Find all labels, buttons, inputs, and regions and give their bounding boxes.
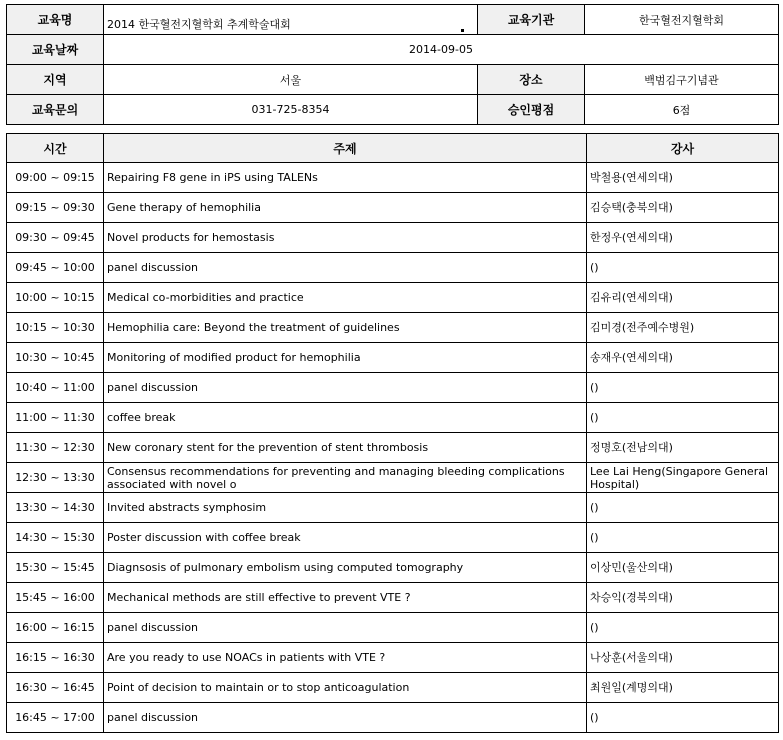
schedule-speaker-cell: () [587, 253, 779, 283]
schedule-speaker-cell: () [587, 373, 779, 403]
schedule-topic-cell: Mechanical methods are still effective to prevent VTE ? [104, 583, 587, 613]
schedule-time-cell: 12:30 ~ 13:30 [7, 463, 104, 493]
schedule-topic-cell: Invited abstracts symphosim [104, 493, 587, 523]
schedule-time-cell: 09:00 ~ 09:15 [7, 163, 104, 193]
schedule-topic-cell: Poster discussion with coffee break [104, 523, 587, 553]
info-row-contact [7, 95, 779, 125]
schedule-speaker-cell: 정명호(전남의대) [587, 433, 779, 463]
header-topic: 주제 [104, 134, 587, 163]
schedule-topic-cell: Medical co-morbidities and practice [104, 283, 587, 313]
schedule-topic-cell: Point of decision to maintain or to stop anticoagulation [104, 673, 587, 703]
schedule-speaker-cell: 한정우(연세의대) [587, 223, 779, 253]
label-institution: 교육기관 [478, 5, 585, 35]
header-time: 시간 [7, 134, 104, 163]
value-contact: 031-725-8354 [104, 95, 478, 125]
table-row [7, 403, 779, 433]
table-row [7, 493, 779, 523]
table-row [7, 673, 779, 703]
schedule-time-cell: 09:30 ~ 09:45 [7, 223, 104, 253]
schedule-time-cell: 11:00 ~ 11:30 [7, 403, 104, 433]
info-row-date [7, 35, 779, 65]
schedule-time-cell: 10:30 ~ 10:45 [7, 343, 104, 373]
table-row [7, 343, 779, 373]
table-row [7, 583, 779, 613]
value-place: 백범김구기념관 [585, 65, 779, 95]
schedule-topic-cell: panel discussion [104, 373, 587, 403]
schedule-speaker-cell: 최원일(계명의대) [587, 673, 779, 703]
label-course-name: 교육명 [7, 5, 104, 35]
schedule-topic-cell: Diagnsosis of pulmonary embolism using computed tomography [104, 553, 587, 583]
schedule-topic-cell: Gene therapy of hemophilia [104, 193, 587, 223]
table-row [7, 433, 779, 463]
schedule-topic-cell: Repairing F8 gene in iPS using TALENs [104, 163, 587, 193]
label-region: 지역 [7, 65, 104, 95]
schedule-speaker-cell: () [587, 703, 779, 733]
schedule-topic-cell: New coronary stent for the prevention of stent thrombosis [104, 433, 587, 463]
schedule-speaker-cell: 김승택(충북의대) [587, 193, 779, 223]
schedule-table [6, 133, 779, 733]
schedule-speaker-cell: () [587, 403, 779, 433]
schedule-topic-cell: panel discussion [104, 703, 587, 733]
table-row [7, 163, 779, 193]
table-row [7, 643, 779, 673]
value-date: 2014-09-05 [104, 35, 779, 65]
table-row [7, 283, 779, 313]
schedule-time-cell: 11:30 ~ 12:30 [7, 433, 104, 463]
schedule-speaker-cell: 박철용(연세의대) [587, 163, 779, 193]
value-course-name [104, 5, 478, 35]
schedule-topic-cell: Hemophilia care: Beyond the treatment of guidelines [104, 313, 587, 343]
schedule-time-cell: 10:15 ~ 10:30 [7, 313, 104, 343]
schedule-topic-cell: coffee break [104, 403, 587, 433]
schedule-topic-cell: Consensus recommendations for preventing and managing bleeding complications associated with novel o [104, 463, 587, 493]
schedule-time-cell: 10:00 ~ 10:15 [7, 283, 104, 313]
schedule-speaker-cell: 송재우(연세의대) [587, 343, 779, 373]
value-credit: 6점 [585, 95, 779, 125]
info-row-region [7, 65, 779, 95]
schedule-speaker-cell: 김미경(전주예수병원) [587, 313, 779, 343]
table-row [7, 463, 779, 493]
table-row [7, 223, 779, 253]
schedule-speaker-cell: () [587, 523, 779, 553]
schedule-time-cell: 16:15 ~ 16:30 [7, 643, 104, 673]
schedule-time-cell: 10:40 ~ 11:00 [7, 373, 104, 403]
schedule-time-cell: 16:45 ~ 17:00 [7, 703, 104, 733]
schedule-speaker-cell: 나상훈(서울의대) [587, 643, 779, 673]
label-credit: 승인평점 [478, 95, 585, 125]
table-row [7, 523, 779, 553]
schedule-topic-cell: panel discussion [104, 613, 587, 643]
schedule-topic-cell: Are you ready to use NOACs in patients with VTE ? [104, 643, 587, 673]
schedule-time-cell: 16:00 ~ 16:15 [7, 613, 104, 643]
schedule-speaker-cell: Lee Lai Heng(Singapore General Hospital) [587, 463, 779, 493]
schedule-speaker-cell: 김유리(연세의대) [587, 283, 779, 313]
schedule-header-row [7, 134, 779, 163]
schedule-time-cell: 16:30 ~ 16:45 [7, 673, 104, 703]
value-region: 서울 [104, 65, 478, 95]
schedule-time-cell: 14:30 ~ 15:30 [7, 523, 104, 553]
schedule-time-cell: 09:45 ~ 10:00 [7, 253, 104, 283]
label-contact: 교육문의 [7, 95, 104, 125]
schedule-topic-cell: panel discussion [104, 253, 587, 283]
schedule-speaker-cell: 차승익(경북의대) [587, 583, 779, 613]
table-row [7, 253, 779, 283]
label-date: 교육날짜 [7, 35, 104, 65]
schedule-time-cell: 13:30 ~ 14:30 [7, 493, 104, 523]
label-place: 장소 [478, 65, 585, 95]
schedule-speaker-cell: 이상민(울산의대) [587, 553, 779, 583]
course-name-text: 2014 한국혈전지혈학회 추계학술대회 [107, 18, 291, 31]
cell-marker [461, 29, 464, 32]
header-speaker: 강사 [587, 134, 779, 163]
table-row [7, 373, 779, 403]
table-row [7, 553, 779, 583]
table-row [7, 613, 779, 643]
course-info-table [6, 4, 779, 125]
table-row [7, 313, 779, 343]
table-row [7, 703, 779, 733]
schedule-speaker-cell: () [587, 493, 779, 523]
info-row-name [7, 5, 779, 35]
schedule-topic-cell: Monitoring of modified product for hemophilia [104, 343, 587, 373]
table-row [7, 193, 779, 223]
schedule-topic-cell: Novel products for hemostasis [104, 223, 587, 253]
schedule-time-cell: 15:30 ~ 15:45 [7, 553, 104, 583]
schedule-time-cell: 09:15 ~ 09:30 [7, 193, 104, 223]
value-institution: 한국혈전지혈학회 [585, 5, 779, 35]
schedule-time-cell: 15:45 ~ 16:00 [7, 583, 104, 613]
schedule-speaker-cell: () [587, 613, 779, 643]
